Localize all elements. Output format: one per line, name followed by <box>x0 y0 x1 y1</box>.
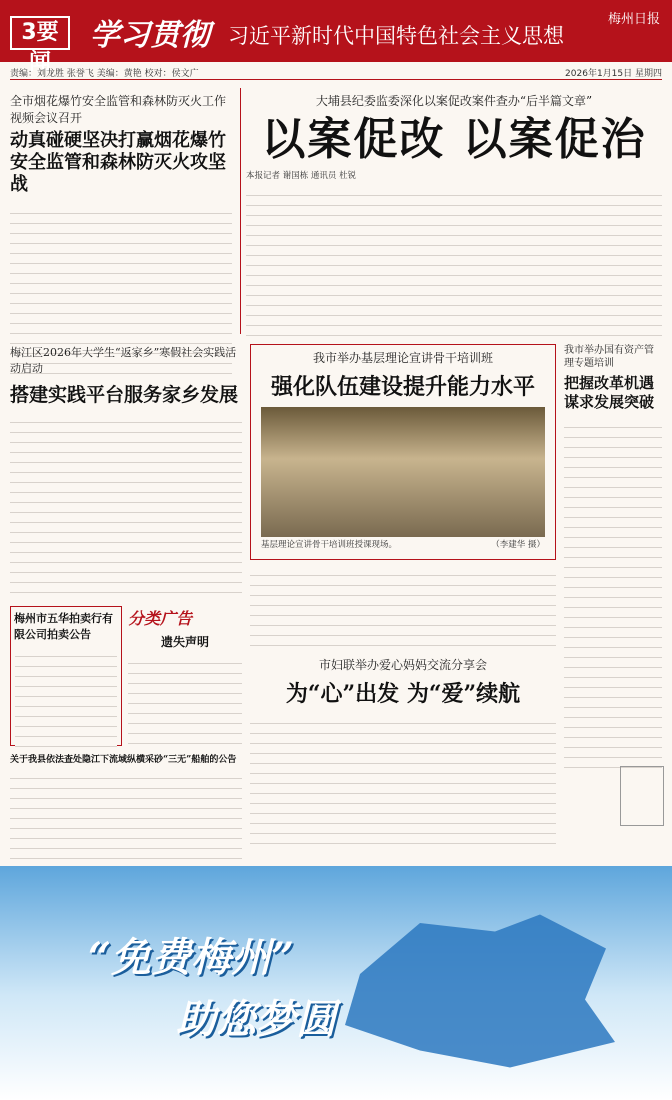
article-headline[interactable]: 搭建实践平台服务家乡发展 <box>10 384 239 406</box>
page-number: 3 <box>21 20 37 45</box>
article-kicker: 我市举办国有资产管理专题培训 <box>564 345 654 369</box>
page-meta <box>10 66 662 80</box>
article-headline[interactable]: 以案促改 以案促治 <box>261 114 647 165</box>
article-body <box>564 418 662 768</box>
article-kicker: 大埔县纪委监委深化以案促改案件查办“后半篇文章” <box>315 94 593 108</box>
slogan: 学习贯彻 <box>90 18 210 53</box>
article-headline[interactable]: 关于我县依法查处隐江下流域纵横采砂“三无”船舶的公告 <box>10 755 237 765</box>
article-kicker: 全市烟花爆竹安全监管和森林防灭火工作视频会议召开 <box>10 94 227 125</box>
sand-mining-notice[interactable] <box>10 752 242 869</box>
banner-line-2: 助您梦圆 <box>176 996 336 1043</box>
photo-caption: 基层理论宣讲骨干培训班授课现场。 （李建华 摄） <box>261 540 545 550</box>
newspaper-name: 梅州日报 <box>607 12 660 27</box>
article-state-assets[interactable] <box>564 344 662 768</box>
article-body <box>10 769 242 869</box>
article-kicker: 我市举办基层理论宣讲骨干培训班 <box>312 351 493 365</box>
promo-banner[interactable] <box>0 866 672 1100</box>
lost-notice-title: 遗失声明 <box>160 635 209 649</box>
article-byline: 本报记者 谢国栋 通讯员 杜锐 <box>246 171 357 181</box>
article-headline[interactable]: 强化队伍建设提升能力水平 <box>270 374 535 400</box>
article-body <box>10 413 242 593</box>
article-body <box>128 654 242 744</box>
editors-line: 责编：刘龙胜 张誉飞 美编：黄艳 校对：侯文广 <box>10 69 199 79</box>
article-body <box>15 647 117 747</box>
section-name: 要闻 <box>28 20 59 75</box>
map-icon <box>330 906 630 1076</box>
article-fireworks[interactable] <box>10 92 232 374</box>
article-dapu[interactable] <box>246 92 662 336</box>
section-label <box>10 16 70 75</box>
article-headline[interactable]: 把握改革机遇谋求发展突破 <box>564 374 655 411</box>
article-kicker: 梅江区2026年大学生“返家乡”寒假社会实践活动启动 <box>10 346 237 375</box>
classified-title: 分类广告 <box>128 609 193 628</box>
article-love-mothers[interactable] <box>250 656 556 844</box>
article-body <box>250 714 556 844</box>
classified-ads[interactable] <box>128 606 242 746</box>
article-headline[interactable]: 为“心”出发 为“爱”续航 <box>285 681 521 707</box>
article-meijiang[interactable] <box>10 344 242 593</box>
article-headline[interactable]: 梅州市五华拍卖行有限公司拍卖公告 <box>14 612 113 641</box>
article-body <box>250 566 556 650</box>
issue-date: 2026年1月15日 星期四 <box>565 69 662 79</box>
auction-notice[interactable] <box>10 606 122 746</box>
article-body <box>246 186 662 336</box>
article-kicker: 市妇联举办爱心妈妈交流分享会 <box>318 658 487 672</box>
article-theory-training[interactable] <box>250 344 556 560</box>
column-divider <box>240 88 241 334</box>
training-photo <box>261 407 545 537</box>
banner-line-1: “免费梅州” <box>88 934 295 981</box>
newspaper-seal-icon <box>620 766 664 826</box>
column-subtitle: 习近平新时代中国特色社会主义思想 <box>228 24 564 48</box>
article-headline[interactable]: 动真碰硬坚决打赢烟花爆竹安全监管和森林防灭火攻坚战 <box>10 130 226 195</box>
